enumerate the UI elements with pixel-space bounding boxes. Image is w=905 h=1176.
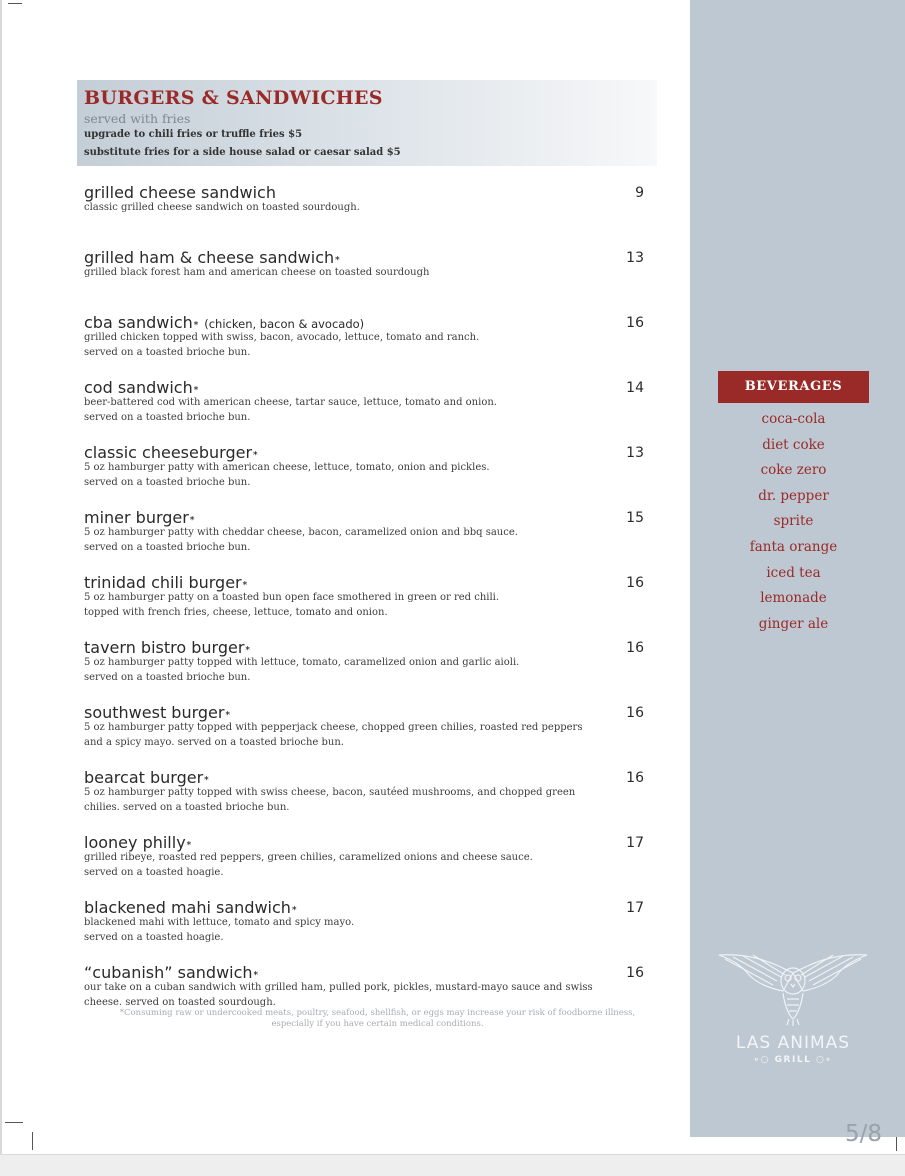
menu-item-name: bearcat burger xyxy=(84,768,204,787)
beverage-item: lemonade xyxy=(760,590,827,607)
menu-item xyxy=(84,638,646,703)
menu-item-name: looney philly xyxy=(84,833,186,852)
crop-mark-bottom-left xyxy=(5,1122,23,1123)
menu-item xyxy=(84,508,646,573)
menu-item-consumer-advisory-mark: * xyxy=(253,451,258,461)
menu-item-description: grilled black forest ham and american cheese on toasted sourdough xyxy=(84,267,430,278)
menu-item-description: 5 oz hamburger patty on a toasted bun open face smothered in green or red chili. xyxy=(84,592,500,603)
section-subtitle: served with fries xyxy=(84,111,191,126)
viewer-bottom-bar xyxy=(0,1154,905,1176)
menu-item-description: served on a toasted brioche bun. xyxy=(84,411,251,423)
owl-icon xyxy=(713,945,873,1031)
upgrade-note: upgrade to chili fries or truffle fries $5 xyxy=(84,129,303,140)
page-number: 5/8 xyxy=(845,1121,883,1147)
menu-item-description: our take on a cuban sandwich with grilled ham, pulled pork, pickles, mustard-mayo sauce and swiss xyxy=(84,982,593,993)
menu-item-description: topped with french fries, cheese, lettuce, tomato and onion. xyxy=(84,606,388,618)
menu-item-consumer-advisory-mark: * xyxy=(189,516,195,526)
beverage-item: coca-cola xyxy=(761,411,826,427)
menu-item-name: southwest burger xyxy=(84,703,225,722)
menu-item-name: cod sandwich xyxy=(84,378,193,397)
menu-item-price: 16 xyxy=(626,575,644,591)
menu-item-description: served on a toasted brioche bun. xyxy=(84,346,251,358)
menu-item-description: cheese. served on toasted sourdough. xyxy=(84,996,276,1008)
menu-item-consumer-advisory-mark: * xyxy=(225,711,230,721)
menu-item-name: “cubanish” sandwich xyxy=(84,963,253,982)
section-title: BURGERS & SANDWICHES xyxy=(84,87,383,109)
menu-item-consumer-advisory-mark: * xyxy=(335,256,340,266)
disclaimer-line: especially if you have certain medical conditions. xyxy=(271,1019,484,1029)
menu-item-consumer-advisory-mark: * xyxy=(193,386,199,396)
menu-item-description: served on a toasted hoagie. xyxy=(84,931,224,943)
menu-item-price: 15 xyxy=(626,510,644,526)
menu-item-price: 14 xyxy=(626,380,644,396)
menu-item-name: grilled cheese sandwich xyxy=(84,183,276,202)
page-left-edge xyxy=(0,0,2,1155)
menu-item-name: trinidad chili burger xyxy=(84,573,242,592)
menu-item-price: 16 xyxy=(626,705,644,721)
menu-item-name: tavern bistro burger xyxy=(84,638,245,657)
menu-item-consumer-advisory-mark: * xyxy=(186,841,192,851)
menu-item-description: 5 oz hamburger patty topped with swiss cheese, bacon, sautéed mushrooms, and chopped green xyxy=(84,787,576,798)
menu-item-name: blackened mahi sandwich xyxy=(84,898,291,917)
food-safety-disclaimer xyxy=(95,1008,660,1030)
las-animas-logo xyxy=(713,945,873,1075)
menu-item-note: (chicken, bacon & avocado) xyxy=(204,317,365,331)
menu-item-description: served on a toasted brioche bun. xyxy=(84,671,251,683)
menu-item xyxy=(84,443,646,508)
substitute-note: substitute fries for a side house salad or caesar salad $5 xyxy=(84,147,401,158)
menu-item xyxy=(84,573,646,638)
menu-item-description: blackened mahi with lettuce, tomato and spicy mayo. xyxy=(84,917,355,928)
menu-item xyxy=(84,313,646,378)
menu-item-list xyxy=(84,183,646,1028)
menu-item-description: classic grilled cheese sandwich on toasted sourdough. xyxy=(84,202,360,213)
menu-item-description: 5 oz hamburger patty with cheddar cheese, bacon, caramelized onion and bbq sauce. xyxy=(84,527,518,538)
logo-grill-text: ∘○ GRILL ○∘ xyxy=(753,1055,833,1065)
menu-item xyxy=(84,378,646,443)
menu-item-description: 5 oz hamburger patty topped with pepperjack cheese, chopped green chilies, roasted red peppers xyxy=(84,722,583,733)
beverage-item: ginger ale xyxy=(758,615,829,632)
menu-item-description: grilled ribeye, roasted red peppers, green chilies, caramelized onions and cheese sauce. xyxy=(84,852,533,863)
menu-item-name: cba sandwich xyxy=(84,313,193,332)
menu-item-price: 17 xyxy=(626,835,644,851)
beverage-item: dr. pepper xyxy=(758,487,829,504)
menu-item-consumer-advisory-mark: * xyxy=(242,581,248,591)
menu-item-price: 16 xyxy=(626,770,644,786)
menu-item-description: served on a toasted brioche bun. xyxy=(84,476,251,488)
menu-item-price: 13 xyxy=(626,445,644,461)
menu-item-name: grilled ham & cheese sandwich xyxy=(84,248,335,267)
menu-item-consumer-advisory-mark: * xyxy=(204,776,209,786)
menu-item-price: 17 xyxy=(626,900,644,916)
menu-item-description: beer-battered cod with american cheese, tartar sauce, lettuce, tomato and onion. xyxy=(84,397,497,408)
menu-item-description: 5 oz hamburger patty with american cheese, lettuce, tomato, onion and pickles. xyxy=(84,462,490,473)
menu-item-consumer-advisory-mark: * xyxy=(245,646,250,656)
menu-item xyxy=(84,248,646,313)
menu-item-price: 16 xyxy=(626,315,644,331)
beverage-item: diet coke xyxy=(762,436,825,453)
menu-item-description: served on a toasted hoagie. xyxy=(84,866,224,878)
beverage-item: iced tea xyxy=(766,564,821,581)
beverages-list xyxy=(718,408,869,638)
logo-grill-label: GRILL xyxy=(774,1055,812,1065)
menu-item-name: miner burger xyxy=(84,508,189,527)
menu-item-description: served on a toasted brioche bun. xyxy=(84,541,251,553)
menu-item-price: 9 xyxy=(635,185,644,201)
menu-item-consumer-advisory-mark: * xyxy=(253,971,259,981)
crop-mark-bottom-left-vertical xyxy=(32,1132,33,1150)
menu-item xyxy=(84,183,646,248)
crop-mark-top-left xyxy=(8,3,22,4)
menu-item-description: chilies. served on a toasted brioche bun. xyxy=(84,801,290,813)
disclaimer-line: *Consuming raw or undercooked meats, poultry, seafood, shellfish, or eggs may increase your risk of foodborne illness, xyxy=(119,1008,636,1018)
menu-item-price: 13 xyxy=(626,250,644,266)
menu-item-description: and a spicy mayo. served on a toasted brioche bun. xyxy=(84,736,344,748)
menu-item-price: 16 xyxy=(626,965,644,981)
menu-item-consumer-advisory-mark: * xyxy=(193,321,199,331)
menu-item-description: 5 oz hamburger patty topped with lettuce, tomato, caramelized onion and garlic aioli. xyxy=(84,657,520,668)
menu-item-consumer-advisory-mark: * xyxy=(291,906,297,916)
menu-item-name: classic cheeseburger xyxy=(84,443,253,462)
beverage-item: sprite xyxy=(773,513,814,530)
menu-item-description: grilled chicken topped with swiss, bacon, avocado, lettuce, tomato and ranch. xyxy=(84,332,480,343)
logo-wordmark: LAS ANIMAS xyxy=(735,1033,851,1053)
menu-item xyxy=(84,898,646,963)
menu-item xyxy=(84,833,646,898)
menu-item-price: 16 xyxy=(626,640,644,656)
beverage-item: coke zero xyxy=(760,462,827,479)
menu-item xyxy=(84,703,646,768)
beverages-title: BEVERAGES xyxy=(718,371,869,403)
beverage-item: fanta orange xyxy=(749,538,838,555)
menu-item xyxy=(84,768,646,833)
